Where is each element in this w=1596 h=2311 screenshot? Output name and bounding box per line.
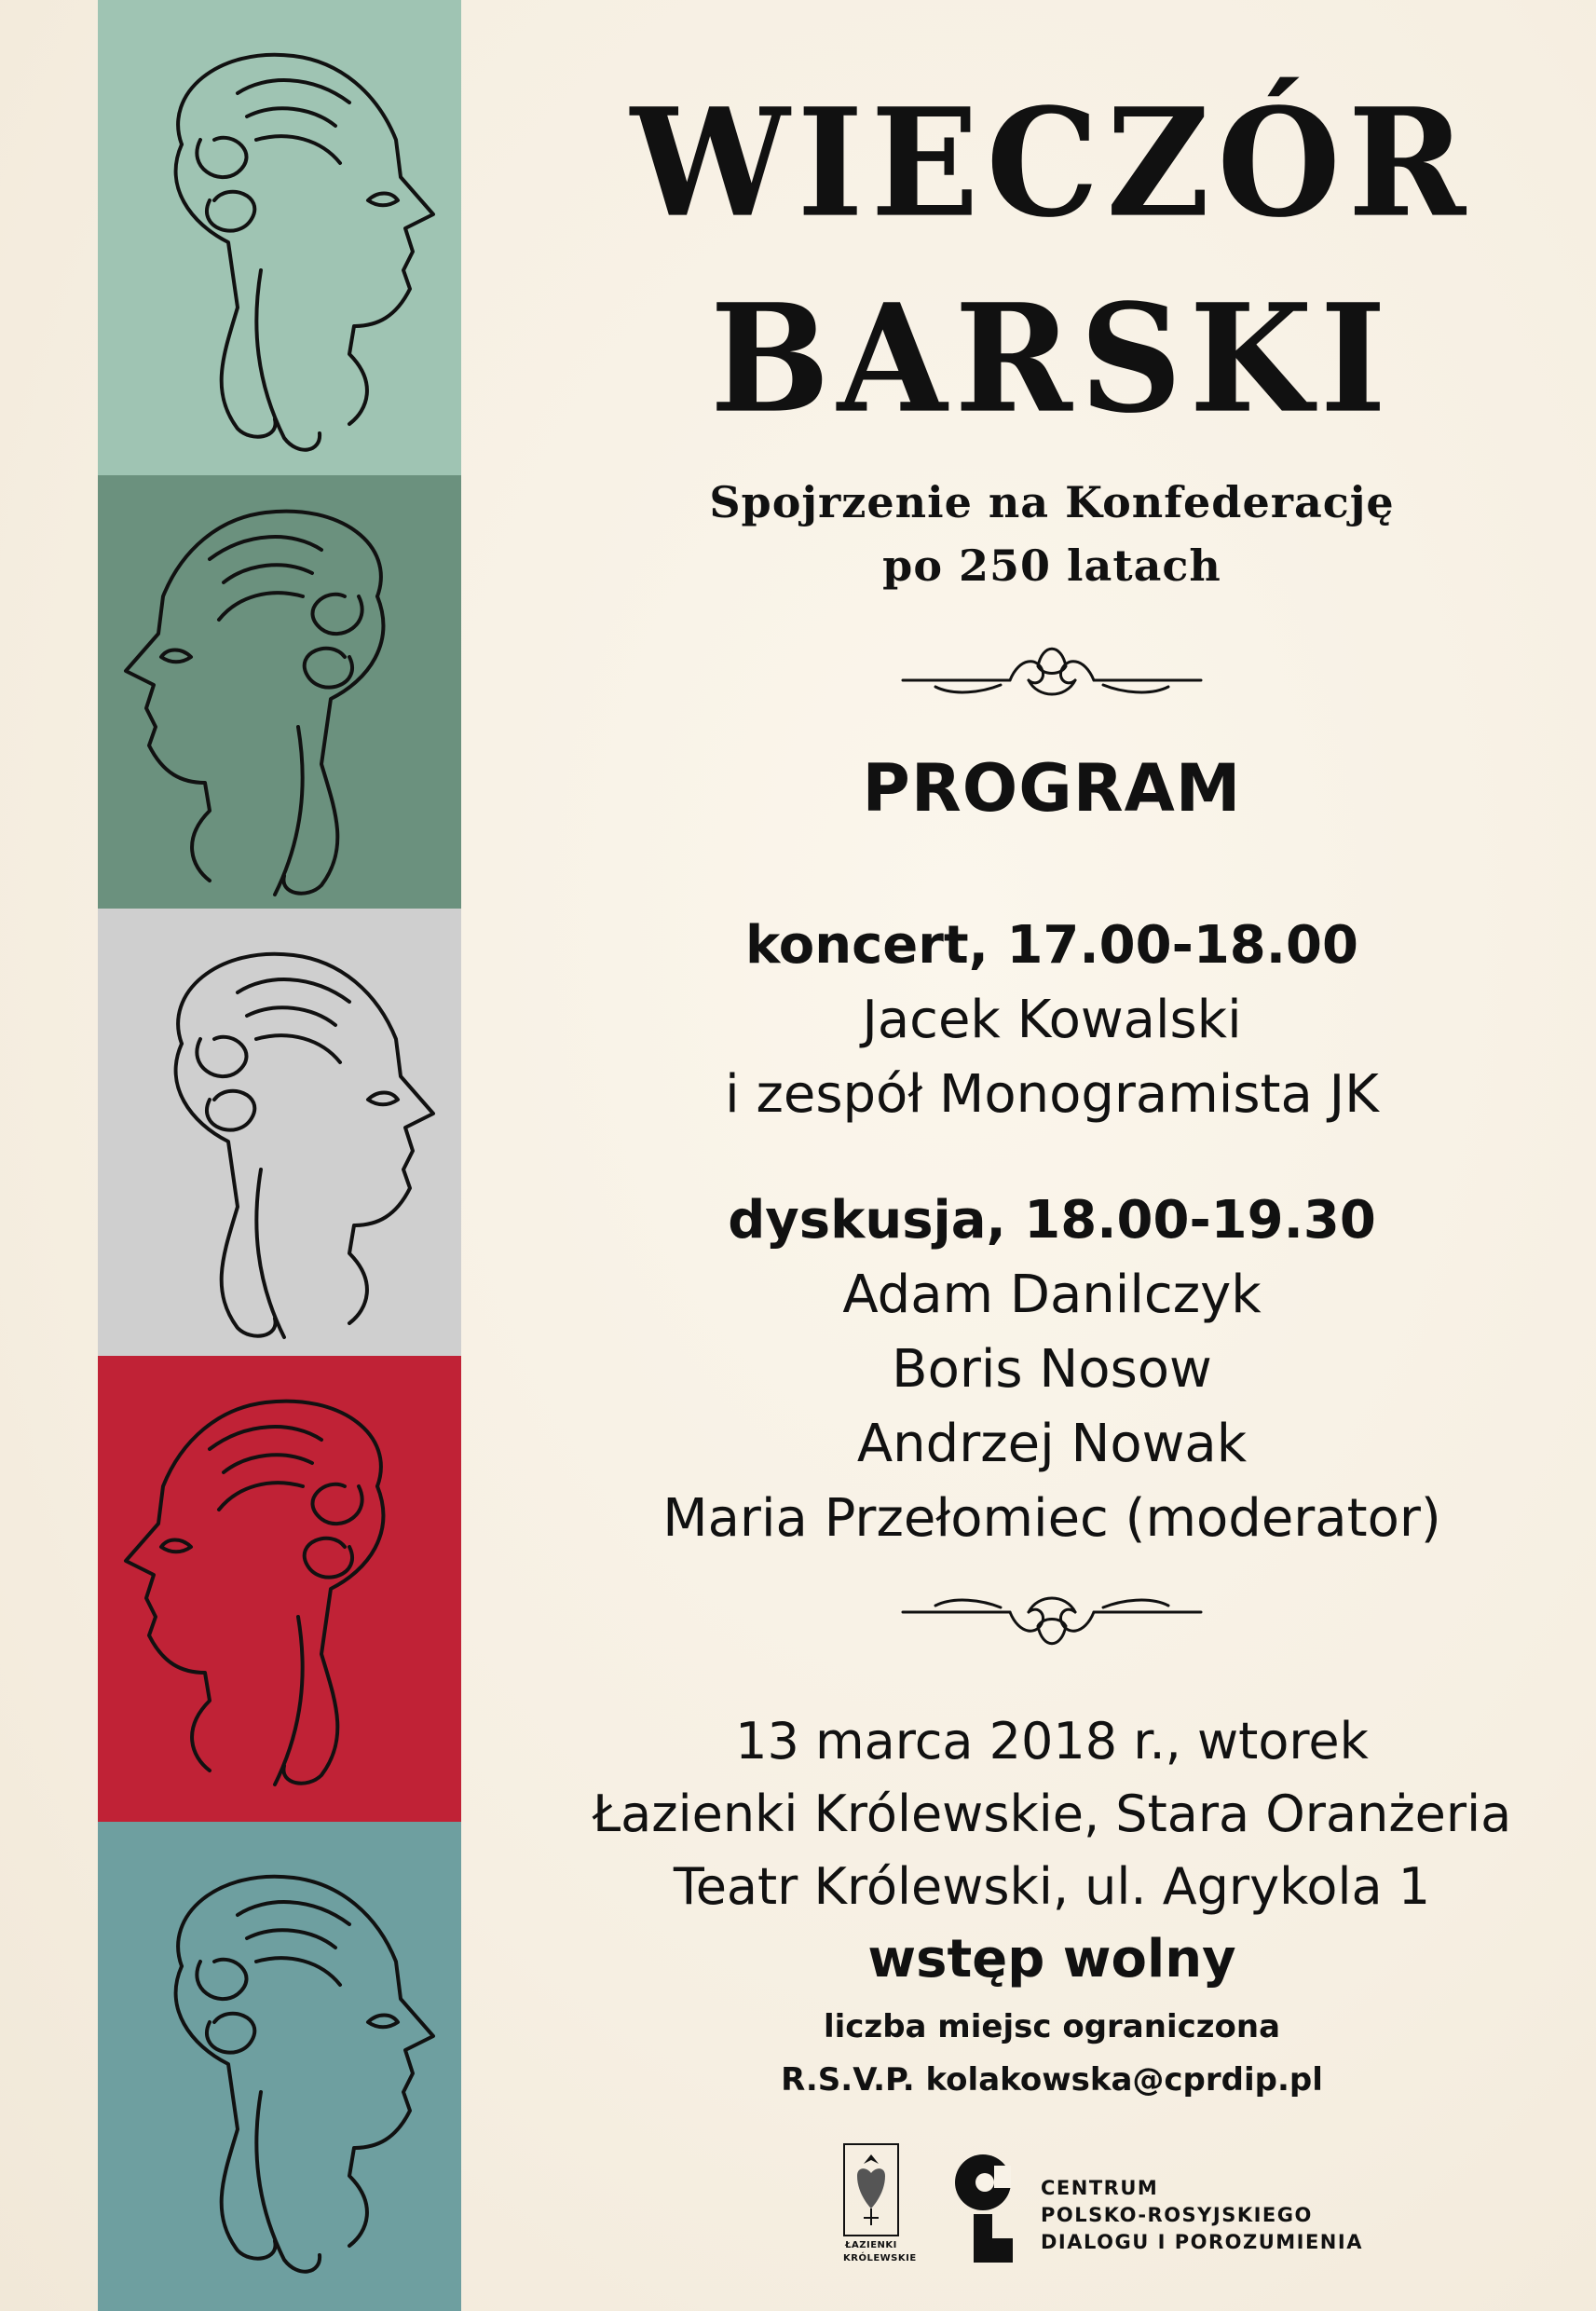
panelist-name: Andrzej Nowak <box>856 1414 1248 1474</box>
seats-limited: liczba miejsc ograniczona <box>823 2008 1281 2045</box>
lazienki-logo <box>843 2143 917 2274</box>
centrum-line-1: CENTRUM <box>1041 2177 1159 2199</box>
lazienki-line-1: ŁAZIENKI <box>845 2240 897 2250</box>
event-date: 13 marca 2018 r., wtorek <box>735 1712 1369 1771</box>
concert-performer: Jacek Kowalski <box>862 990 1242 1050</box>
sponsor-logos <box>508 2143 1596 2274</box>
ornament-divider-top <box>508 629 1596 704</box>
portrait-panel-5 <box>98 1822 461 2311</box>
discussion-heading: dyskusja, 18.00-19.30 <box>728 1190 1376 1251</box>
subtitle-line-1: Spojrzenie na Konfederację <box>709 477 1395 527</box>
title-line-2: BARSKI <box>710 270 1394 446</box>
title-line-1: WIECZÓR <box>630 75 1474 251</box>
moderator-name: Maria Przełomiec (moderator) <box>662 1488 1441 1549</box>
portrait-strip <box>98 0 461 2311</box>
centrum-name <box>1041 2175 1363 2256</box>
profile-portrait-icon <box>98 475 461 909</box>
flourish-icon <box>898 629 1206 704</box>
free-entry: wstęp wolny <box>867 1929 1236 1990</box>
discussion-section <box>508 1183 1596 1556</box>
program-heading: PROGRAM <box>862 750 1242 827</box>
profile-portrait-icon <box>98 0 461 475</box>
portrait-panel-1 <box>98 0 461 475</box>
event-venue: Łazienki Królewskie, Stara Oranżeria <box>592 1785 1512 1843</box>
panelist-name: Boris Nosow <box>892 1339 1212 1400</box>
concert-ensemble: i zespół Monogramista JK <box>725 1064 1379 1125</box>
event-address: Teatr Królewski, ul. Agrykola 1 <box>673 1857 1431 1916</box>
profile-portrait-icon <box>98 1822 461 2311</box>
ornament-divider-bottom <box>508 1589 1596 1663</box>
content-column <box>508 0 1596 2311</box>
event-title <box>508 65 1596 457</box>
profile-portrait-icon <box>98 909 461 1356</box>
centrum-line-3: DIALOGU I POROZUMIENIA <box>1041 2231 1363 2253</box>
lazienki-line-2: KRÓLEWSKIE <box>843 2253 917 2263</box>
centrum-mark-icon <box>946 2147 1020 2268</box>
event-subtitle <box>508 471 1596 597</box>
centrum-logo <box>946 2147 1020 2268</box>
portrait-panel-2 <box>98 475 461 909</box>
centrum-line-2: POLSKO-ROSYJSKIEGO <box>1041 2204 1313 2226</box>
profile-portrait-icon <box>98 1356 461 1822</box>
concert-heading: koncert, 17.00-18.00 <box>745 915 1358 976</box>
portrait-panel-3 <box>98 909 461 1356</box>
rsvp-contact: R.S.V.P. kolakowska@cprdip.pl <box>781 2061 1323 2099</box>
event-details <box>508 1705 1596 1923</box>
lazienki-emblem-icon <box>843 2143 899 2236</box>
portrait-panel-4 <box>98 1356 461 1822</box>
flourish-icon <box>898 1589 1206 1663</box>
subtitle-line-2: po 250 latach <box>882 540 1221 591</box>
panelist-name: Adam Danilczyk <box>842 1265 1262 1325</box>
concert-section <box>508 909 1596 1132</box>
panel-fill <box>98 1822 461 2311</box>
